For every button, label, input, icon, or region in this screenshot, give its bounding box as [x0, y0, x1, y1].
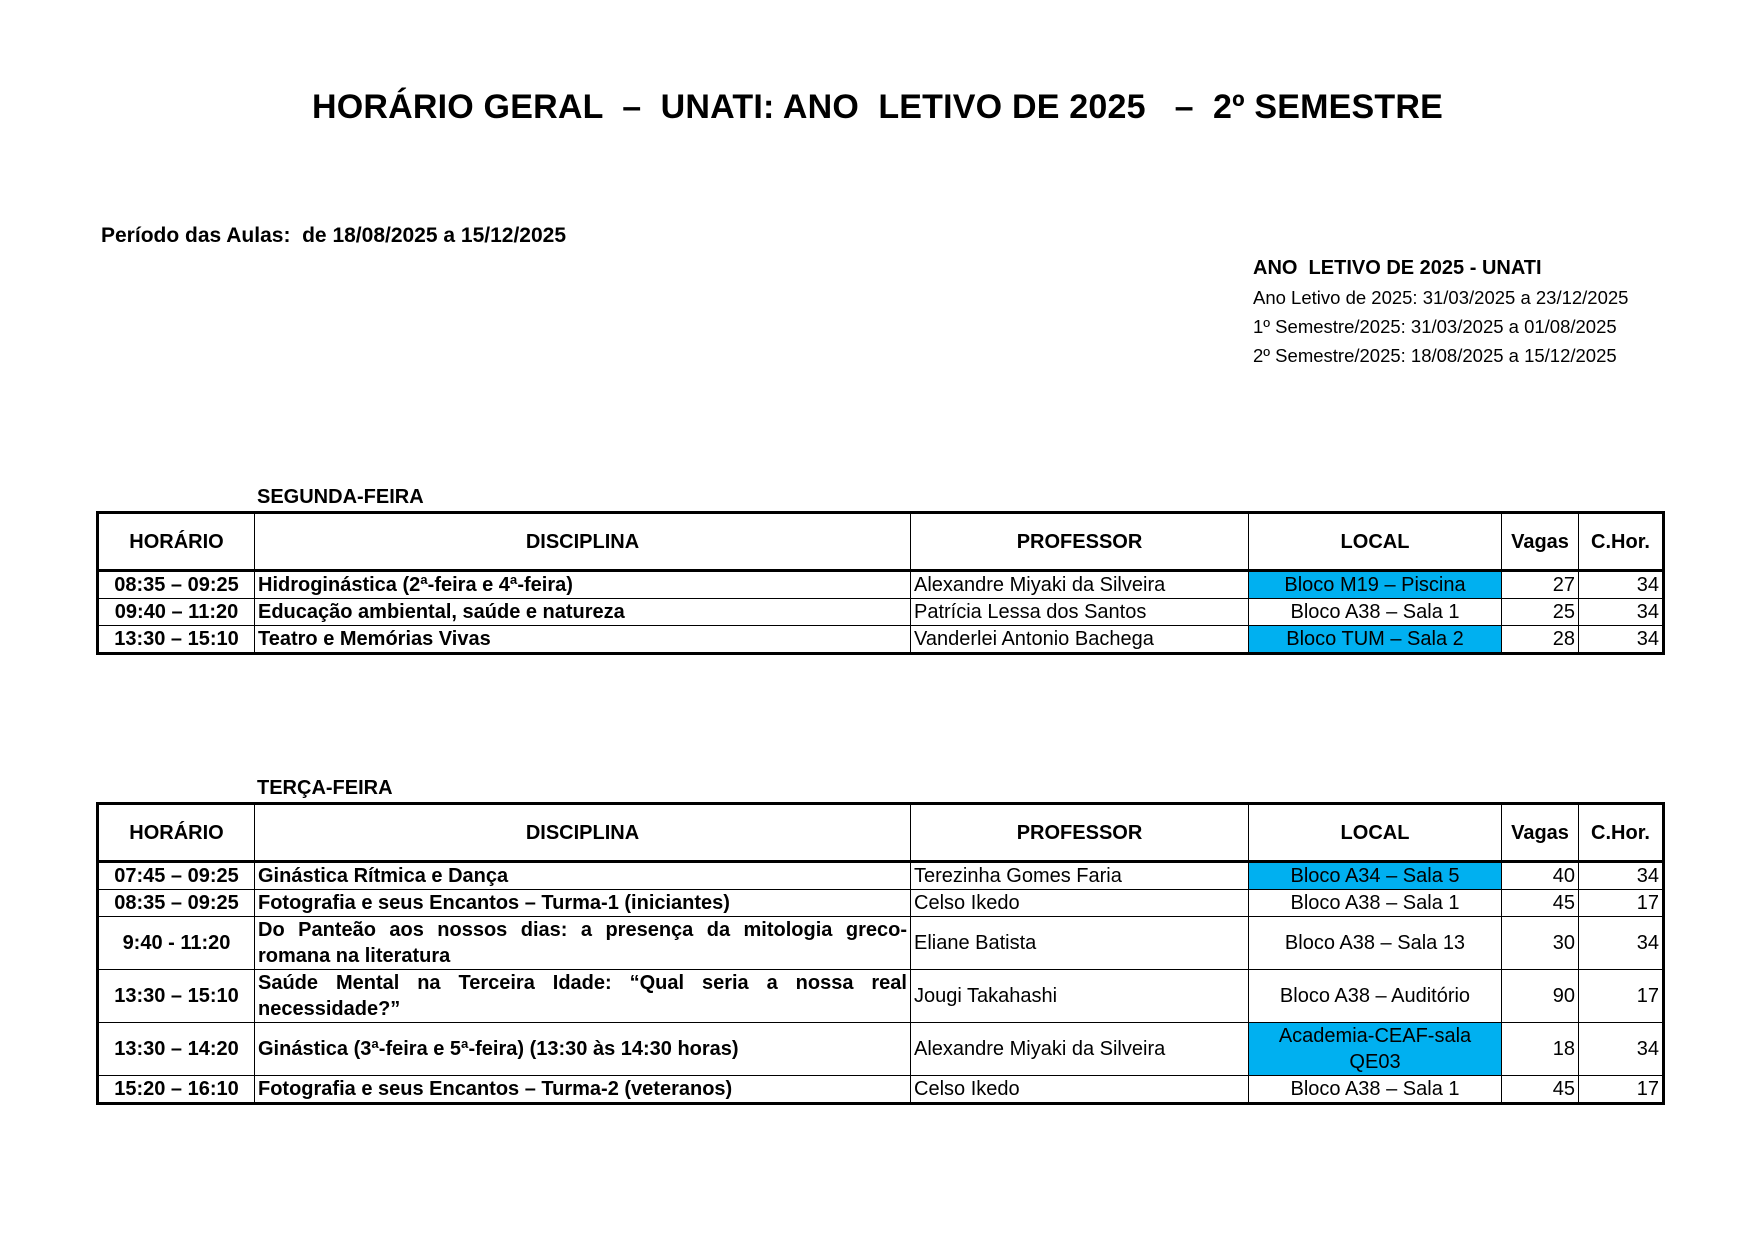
row-hours: 34 [1579, 599, 1664, 626]
row-discipline: Ginástica Rítmica e Dança [255, 862, 911, 890]
row-time: 13:30 – 14:20 [98, 1023, 255, 1076]
row-location: Bloco M19 – Piscina [1249, 571, 1502, 599]
second-semester-line: 2º Semestre/2025: 18/08/2025 a 15/12/2025 [1253, 345, 1617, 366]
row-location: Bloco A38 – Auditório [1249, 970, 1502, 1023]
row-discipline: Hidroginástica (2ª-feira e 4ª-feira) [255, 571, 911, 599]
row-location: Bloco A38 – Sala 13 [1249, 917, 1502, 970]
row-hours: 34 [1579, 1023, 1664, 1076]
row-professor: Jougi Takahashi [911, 970, 1249, 1023]
table-header-row [98, 513, 1664, 571]
table-row [98, 917, 1664, 970]
row-time: 13:30 – 15:10 [98, 970, 255, 1023]
row-professor: Patrícia Lessa dos Santos [911, 599, 1249, 626]
row-professor: Vanderlei Antonio Bachega [911, 626, 1249, 654]
row-location: Academia-CEAF-sala QE03 [1249, 1023, 1502, 1076]
row-vacancies: 18 [1502, 1023, 1579, 1076]
row-professor: Celso Ikedo [911, 1076, 1249, 1104]
monday-schedule-table [96, 511, 1665, 655]
row-time: 07:45 – 09:25 [98, 862, 255, 890]
row-discipline: Fotografia e seus Encantos – Turma-1 (iniciantes) [255, 890, 911, 917]
header-disciplina: DISCIPLINA [255, 804, 911, 862]
row-location: Bloco TUM – Sala 2 [1249, 626, 1502, 654]
header-local: LOCAL [1249, 804, 1502, 862]
row-time: 15:20 – 16:10 [98, 1076, 255, 1104]
row-hours: 17 [1579, 1076, 1664, 1104]
row-professor: Alexandre Miyaki da Silveira [911, 1023, 1249, 1076]
row-vacancies: 45 [1502, 1076, 1579, 1104]
header-vagas: Vagas [1502, 513, 1579, 571]
row-time: 08:35 – 09:25 [98, 571, 255, 599]
table-header-row [98, 804, 1664, 862]
row-discipline: Educação ambiental, saúde e natureza [255, 599, 911, 626]
row-professor: Celso Ikedo [911, 890, 1249, 917]
table-row [98, 1076, 1664, 1104]
header-vagas: Vagas [1502, 804, 1579, 862]
row-hours: 17 [1579, 970, 1664, 1023]
row-professor: Eliane Batista [911, 917, 1249, 970]
row-discipline: Fotografia e seus Encantos – Turma-2 (veteranos) [255, 1076, 911, 1104]
row-hours: 34 [1579, 571, 1664, 599]
header-professor: PROFESSOR [911, 513, 1249, 571]
header-local: LOCAL [1249, 513, 1502, 571]
row-location: Bloco A34 – Sala 5 [1249, 862, 1502, 890]
row-professor: Terezinha Gomes Faria [911, 862, 1249, 890]
header-disciplina: DISCIPLINA [255, 513, 911, 571]
first-semester-line: 1º Semestre/2025: 31/03/2025 a 01/08/2025 [1253, 316, 1617, 337]
header-horario: HORÁRIO [98, 513, 255, 571]
row-vacancies: 27 [1502, 571, 1579, 599]
row-hours: 34 [1579, 862, 1664, 890]
row-time: 09:40 – 11:20 [98, 599, 255, 626]
table-row [98, 571, 1664, 599]
table-row [98, 890, 1664, 917]
row-discipline: Teatro e Memórias Vivas [255, 626, 911, 654]
row-hours: 17 [1579, 890, 1664, 917]
row-time: 13:30 – 15:10 [98, 626, 255, 654]
row-location: Bloco A38 – Sala 1 [1249, 890, 1502, 917]
tuesday-heading: TERÇA-FEIRA [257, 777, 393, 799]
row-vacancies: 28 [1502, 626, 1579, 654]
table-row [98, 599, 1664, 626]
header-chor: C.Hor. [1579, 513, 1664, 571]
academic-year-info [1253, 254, 1628, 370]
monday-heading: SEGUNDA-FEIRA [257, 486, 424, 508]
header-horario: HORÁRIO [98, 804, 255, 862]
row-location: Bloco A38 – Sala 1 [1249, 1076, 1502, 1104]
row-vacancies: 30 [1502, 917, 1579, 970]
academic-year-heading: ANO LETIVO DE 2025 - UNATI [1253, 257, 1542, 279]
row-hours: 34 [1579, 626, 1664, 654]
table-row [98, 970, 1664, 1023]
row-vacancies: 25 [1502, 599, 1579, 626]
academic-year-line: Ano Letivo de 2025: 31/03/2025 a 23/12/2025 [1253, 287, 1629, 308]
row-time: 08:35 – 09:25 [98, 890, 255, 917]
row-vacancies: 90 [1502, 970, 1579, 1023]
page-title: HORÁRIO GERAL – UNATI: ANO LETIVO DE 2025 – 2º SEMESTRE [311, 88, 1444, 126]
row-vacancies: 45 [1502, 890, 1579, 917]
tuesday-schedule-table [96, 802, 1665, 1105]
row-hours: 34 [1579, 917, 1664, 970]
row-professor: Alexandre Miyaki da Silveira [911, 571, 1249, 599]
row-location: Bloco A38 – Sala 1 [1249, 599, 1502, 626]
row-vacancies: 40 [1502, 862, 1579, 890]
row-time: 9:40 - 11:20 [98, 917, 255, 970]
header-chor: C.Hor. [1579, 804, 1664, 862]
table-row [98, 1023, 1664, 1076]
table-row [98, 862, 1664, 890]
header-professor: PROFESSOR [911, 804, 1249, 862]
row-discipline: Do Panteão aos nossos dias: a presença da mitologia greco-romana na literatura [255, 917, 911, 970]
class-period: Período das Aulas: de 18/08/2025 a 15/12/2025 [101, 224, 566, 247]
table-row [98, 626, 1664, 654]
row-discipline: Ginástica (3ª-feira e 5ª-feira) (13:30 às 14:30 horas) [255, 1023, 911, 1076]
row-discipline: Saúde Mental na Terceira Idade: “Qual seria a nossa real necessidade?” [255, 970, 911, 1023]
